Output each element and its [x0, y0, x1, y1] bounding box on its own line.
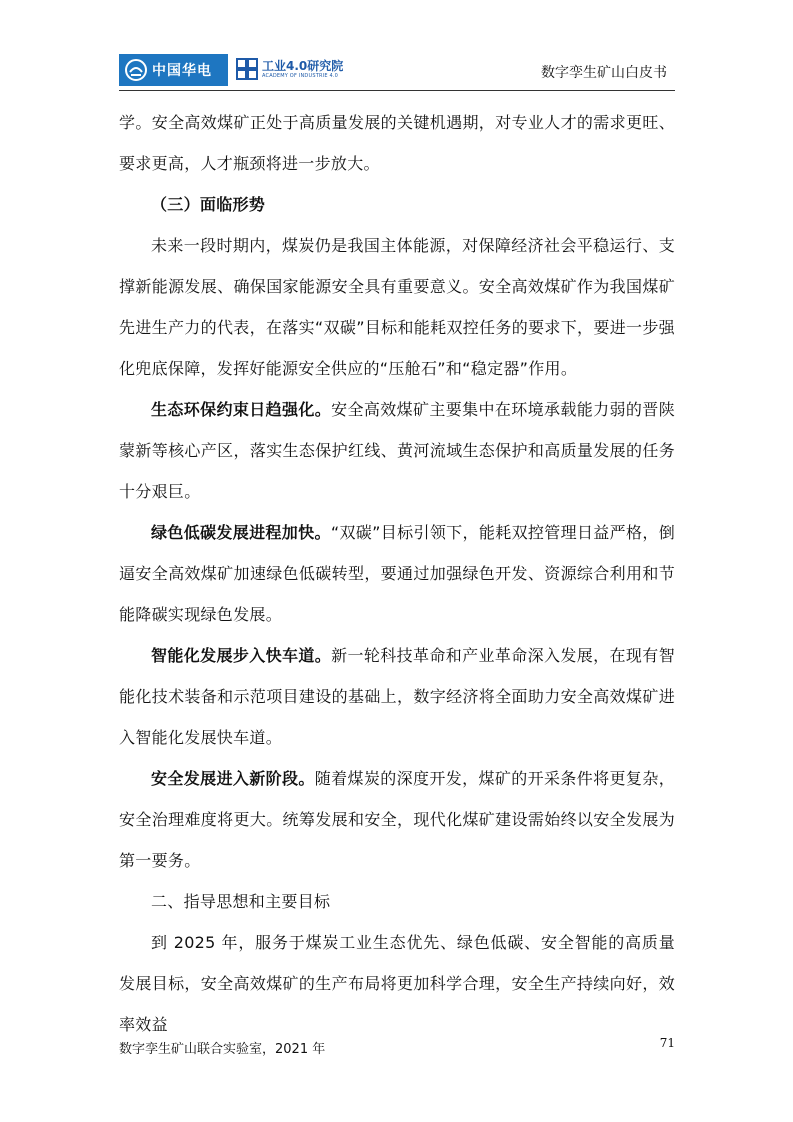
- paragraph-targets: 到 2025 年，服务于煤炭工业生态优先、绿色低碳、安全智能的高质量发展目标，安全高效煤矿的生产布局将更加科学合理，安全生产持续向好，效率效益: [119, 933, 675, 1034]
- lead-safety: 安全发展进入新阶段。: [151, 769, 315, 788]
- chd-logo: [119, 54, 228, 86]
- chd-emblem-icon: [125, 59, 147, 81]
- page-number: 71: [659, 1036, 675, 1050]
- chd-logo-text: 中国华电: [152, 63, 212, 79]
- section-heading-2: 二、指导思想和主要目标: [151, 892, 331, 911]
- academy-logo-subtitle: ACADEMY OF INDUSTRIE 4.0: [262, 73, 339, 79]
- text-safety: 随着煤炭的深度开发，煤矿的开采条件将更复杂，安全治理难度将更大。统筹发展和安全，现代化煤矿建设需始终以安全发展为第一要务。: [119, 769, 675, 870]
- paragraph-green: [119, 512, 675, 635]
- footer-credit: 数字孪生矿山联合实验室，2021 年: [119, 1042, 326, 1057]
- document-title: 数字孪生矿山白皮书: [541, 65, 667, 81]
- paragraph-outlook: 未来一段时期内，煤炭仍是我国主体能源，对保障经济社会平稳运行、支撑新能源发展、确保国家能源安全具有重要意义。安全高效煤矿作为我国煤矿先进生产力的代表，在落实“双碳”目标和能耗双控任务的要求下，要进一步强化兜底保障，发挥好能源安全供应的“压舱石”和“稳定器”作用。: [119, 236, 675, 378]
- academy-logo-title: 工业4.0研究院: [262, 59, 344, 73]
- lead-intelligent: 智能化发展步入快车道。: [151, 646, 332, 665]
- section-heading-3: （三）面临形势: [151, 195, 266, 214]
- academy-logo: [236, 56, 344, 84]
- header-rule: [119, 90, 675, 91]
- lead-green: 绿色低碳发展进程加快。: [151, 523, 331, 542]
- academy-emblem-icon: [236, 58, 258, 80]
- paragraph-continuation: 学。安全高效煤矿正处于高质量发展的关键机遇期，对专业人才的需求更旺、要求更高，人才瓶颈将进一步放大。: [119, 113, 675, 173]
- page-body: [119, 102, 675, 1045]
- text-ecology: 安全高效煤矿主要集中在环境承载能力弱的晋陕蒙新等核心产区，落实生态保护红线、黄河流域生态保护和高质量发展的任务十分艰巨。: [119, 400, 675, 501]
- paragraph-ecology: [119, 389, 675, 512]
- text-intelligent: 新一轮科技革命和产业革命深入发展，在现有智能化技术装备和示范项目建设的基础上，数字经济将全面助力安全高效煤矿进入智能化发展快车道。: [119, 646, 675, 747]
- page-header: [119, 52, 675, 88]
- lead-ecology: 生态环保约束日趋强化。: [151, 400, 332, 419]
- paragraph-safety: [119, 758, 675, 881]
- text-green: “双碳”目标引领下，能耗双控管理日益严格，倒逼安全高效煤矿加速绿色低碳转型，要通过加强绿色开发、资源综合利用和节能降碳实现绿色发展。: [119, 523, 675, 624]
- paragraph-intelligent: [119, 635, 675, 758]
